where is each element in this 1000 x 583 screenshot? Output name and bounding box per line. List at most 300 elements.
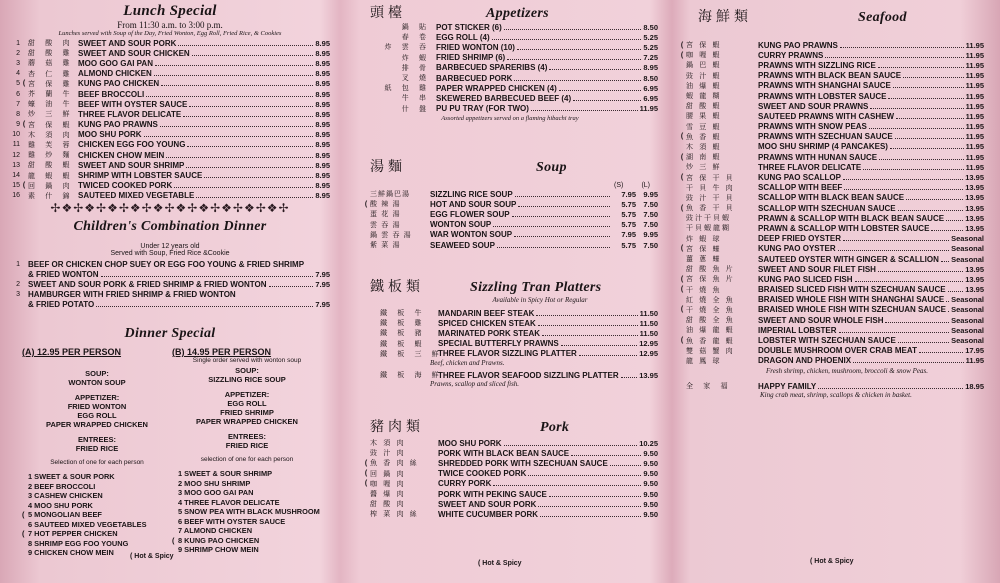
item-number: 3 bbox=[16, 59, 20, 67]
item-name: BEEF BROCCOLI bbox=[78, 89, 145, 99]
item-chinese-name: 腰 果 蝦 bbox=[686, 112, 722, 121]
dinner-option bbox=[22, 501, 172, 511]
item-chinese-name: 豉汁干貝蝦 bbox=[686, 214, 731, 223]
menu-item-row bbox=[678, 122, 984, 132]
item-chinese-name: 宮 保 蝦 bbox=[28, 120, 74, 129]
item-price: 9.50 bbox=[643, 489, 658, 499]
middle-panel bbox=[340, 0, 670, 583]
hot-pepper-icon: ( bbox=[680, 306, 684, 314]
item-name: TWICED COOKED PORK bbox=[78, 181, 173, 191]
leader-dots bbox=[155, 59, 313, 66]
item-chinese-name: 雞 芙 蓉 bbox=[28, 140, 74, 149]
menu-item-row bbox=[678, 335, 984, 345]
happy-family-name: HAPPY FAMILY bbox=[758, 381, 817, 391]
pork-title: Pork bbox=[540, 420, 570, 435]
leader-dots bbox=[931, 224, 963, 231]
leader-dots bbox=[154, 69, 314, 76]
item-number: 11 bbox=[12, 141, 20, 149]
item-price: 13.95 bbox=[965, 274, 984, 284]
leader-dots bbox=[573, 94, 641, 101]
item-chinese-name: 油 爆 蝦 bbox=[686, 81, 722, 90]
hot-pepper-icon: ( bbox=[364, 200, 368, 208]
item-price: 11.95 bbox=[965, 356, 984, 366]
item-price: 9.50 bbox=[643, 448, 658, 458]
item-price: 11.95 bbox=[965, 50, 984, 60]
menu-item-row bbox=[10, 191, 330, 201]
menu-item-row bbox=[362, 209, 658, 219]
leader-dots bbox=[189, 100, 313, 107]
item-price: 8.95 bbox=[315, 38, 330, 48]
leader-dots bbox=[843, 234, 949, 241]
leader-dots bbox=[948, 285, 964, 292]
dinner-b-appetizer-label: APPETIZER: bbox=[224, 390, 270, 399]
seafood-cn-title: 海鮮類 bbox=[698, 9, 752, 25]
children-title: Children's Combination Dinner bbox=[73, 219, 267, 234]
menu-item-row bbox=[678, 264, 984, 274]
leader-dots bbox=[878, 61, 964, 68]
dinner-b-entrees-label: ENTREES: bbox=[228, 432, 266, 441]
leader-dots bbox=[888, 92, 963, 99]
item-number: 1 bbox=[16, 260, 20, 268]
dinner-a-soup: WONTON SOUP bbox=[68, 378, 126, 387]
item-price: 8.95 bbox=[315, 171, 330, 181]
dinner-option-label: 1 SWEET & SOUR PORK bbox=[28, 472, 115, 481]
item-name: PAPER WRAPPED CHICKEN (4) bbox=[436, 83, 557, 93]
leader-dots bbox=[493, 220, 610, 227]
item-price-large: 7.50 bbox=[643, 240, 658, 250]
dinner-a-appetizer: EGG ROLL bbox=[77, 411, 117, 420]
item-price: 11.95 bbox=[965, 101, 984, 111]
item-number: 10 bbox=[12, 131, 20, 139]
soup-cn-title: 湯麵 bbox=[370, 159, 406, 175]
item-name: TWICE COOKED PORK bbox=[438, 469, 527, 479]
dinner-option-label: 2 MOO SHU SHRIMP bbox=[178, 478, 251, 488]
item-chinese-name: 干 燒 魚 bbox=[686, 285, 722, 294]
item-name: CURRY PORK bbox=[438, 479, 492, 489]
item-chinese-name: 紙 包 雞 bbox=[384, 84, 430, 93]
item-name: SWEET AND SOUR CHICKEN bbox=[78, 48, 190, 58]
dinner-option-label: 8 KUNG PAO CHICKEN bbox=[178, 535, 260, 545]
menu-item-row bbox=[362, 489, 658, 499]
menu-item-row bbox=[678, 101, 984, 111]
item-chinese-name: 炒 三 鮮 bbox=[686, 163, 722, 172]
item-price: 13.95 bbox=[965, 285, 984, 295]
dinner-b-entree: FRIED RICE bbox=[225, 441, 269, 450]
menu-item-row bbox=[362, 42, 658, 52]
item-name: BEEF WITH OYSTER SAUCE bbox=[78, 99, 188, 109]
item-price: 8.95 bbox=[315, 99, 330, 109]
item-price-large: 7.50 bbox=[643, 199, 658, 209]
item-chinese-name: 魚 香 干 貝 bbox=[686, 204, 735, 213]
leader-dots bbox=[187, 140, 313, 147]
seafood-note2: King crab meat, shrimp, scallops & chicken in basket. bbox=[760, 391, 912, 400]
item-name: SKEWERED BARBECUED BEEF (4) bbox=[436, 93, 572, 103]
item-chinese-name: 甜 酸 全 魚 bbox=[686, 316, 735, 325]
hot-pepper-icon: ( bbox=[680, 204, 684, 212]
item-price: 13.95 bbox=[965, 223, 984, 233]
item-chinese-name: 干 燒 全 魚 bbox=[686, 305, 735, 314]
item-name: SAUTEED PRAWNS WITH CASHEW bbox=[758, 111, 894, 121]
dinner-option-label: 4 MOO SHU PORK bbox=[28, 500, 93, 510]
dinner-option-label: 6 BEEF WITH OYSTER SAUCE bbox=[178, 516, 286, 526]
item-price: 8.95 bbox=[315, 48, 330, 58]
hot-spicy-legend bbox=[130, 553, 174, 560]
item-number: 1 bbox=[16, 39, 20, 47]
item-chinese-name: 干 貝 牛 肉 bbox=[686, 183, 735, 192]
menu-item-row bbox=[362, 499, 658, 509]
hot-pepper-icon: ( bbox=[364, 470, 368, 478]
menu-item-row bbox=[362, 32, 658, 42]
item-chinese-name: 干貝蝦龍糊 bbox=[686, 224, 731, 233]
hot-pepper-icon: ( bbox=[478, 560, 481, 567]
leader-dots bbox=[946, 214, 963, 221]
menu-item-row bbox=[678, 203, 984, 213]
menu-item-row bbox=[362, 458, 658, 468]
hot-pepper-icon: ( bbox=[130, 553, 133, 560]
item-name: WAR WONTON SOUP bbox=[430, 230, 513, 240]
item-chinese-name: 杏 仁 雞 bbox=[28, 69, 74, 78]
item-name: THREE FLAVOR DELICATE bbox=[758, 162, 862, 172]
platters-note: Available in Spicy Hot or Regular bbox=[492, 296, 588, 304]
item-name: CHICKEN CHOW MEIN bbox=[78, 150, 165, 160]
item-chinese-name: 甜 酸 蝦 bbox=[686, 102, 722, 111]
item-chinese-name: 芥 蘭 牛 bbox=[28, 90, 74, 99]
item-chinese-name: 炸 蝦 bbox=[401, 53, 430, 62]
appetizers-list bbox=[362, 22, 658, 114]
item-price: 8.95 bbox=[315, 69, 330, 79]
menu-item-row bbox=[362, 328, 658, 338]
item-chinese-name: 鍋 貼 bbox=[401, 23, 430, 32]
menu-item-row bbox=[678, 142, 984, 152]
dinner-option bbox=[22, 539, 172, 549]
left-panel bbox=[0, 0, 340, 583]
item-price: 11.50 bbox=[639, 308, 658, 318]
item-price: 7.95 bbox=[315, 300, 330, 310]
leader-dots bbox=[610, 459, 642, 466]
menu-item-row bbox=[10, 38, 330, 48]
item-price: 8.95 bbox=[643, 63, 658, 73]
item-price: Seasonal bbox=[951, 234, 984, 244]
menu-item-row bbox=[362, 349, 658, 359]
platters-note3: Prawns, scallop and sliced fish. bbox=[430, 380, 520, 389]
item-chinese-name: 鐵 板 蝦 bbox=[380, 339, 426, 348]
item-price: 8.95 bbox=[315, 130, 330, 140]
item-name: WHITE CUCUMBER PORK bbox=[438, 509, 538, 519]
menu-item-row bbox=[678, 111, 984, 121]
happy-family-row bbox=[678, 381, 984, 391]
item-chinese-name: 蝦 龍 糊 bbox=[686, 92, 722, 101]
item-chinese-name: 鐵 板 牛 bbox=[380, 309, 426, 318]
dinner-option-label: 7 HOT PEPPER CHICKEN bbox=[28, 529, 118, 538]
dinner-b-selection-note: selection of one for each person bbox=[200, 456, 294, 463]
item-name: KUNG PAO OYSTER bbox=[758, 244, 836, 254]
seafood-title: Seafood bbox=[858, 10, 907, 25]
hot-pepper-icon: ( bbox=[680, 133, 684, 141]
ornament-divider: ✢❖✢❖✢❖✢❖✢❖✢❖✢❖✢❖✢❖✢❖✢ bbox=[50, 201, 290, 215]
item-chinese-name: 豉 汁 蝦 bbox=[686, 71, 722, 80]
item-price: 8.95 bbox=[315, 58, 330, 68]
hot-spicy-legend-label: Hot & Spicy bbox=[482, 560, 522, 567]
menu-item-row bbox=[10, 120, 330, 130]
item-chinese-name: 回 鍋 肉 bbox=[28, 181, 74, 190]
item-chinese-name: 素 什 錦 bbox=[28, 191, 74, 200]
dinner-option bbox=[22, 491, 172, 501]
leader-dots bbox=[204, 171, 313, 178]
item-price: 8.95 bbox=[315, 150, 330, 160]
item-price: 11.50 bbox=[639, 318, 658, 328]
item-price: 7.25 bbox=[643, 53, 658, 63]
item-price: 11.50 bbox=[639, 328, 658, 338]
children-list bbox=[10, 259, 330, 310]
item-price: Seasonal bbox=[951, 305, 984, 315]
dinner-option bbox=[172, 526, 322, 536]
item-price: 11.95 bbox=[965, 91, 984, 101]
item-chinese-name: 蘑 菇 雞 bbox=[28, 59, 74, 68]
item-chinese-name: 蠔 油 牛 bbox=[28, 100, 74, 109]
dinner-option-label: 5 SNOW PEA WITH BLACK MUSHROOM bbox=[178, 507, 320, 516]
right-panel bbox=[670, 0, 1000, 583]
leader-dots bbox=[844, 183, 963, 190]
item-name: PRAWNS WITH SNOW PEAS bbox=[758, 122, 867, 132]
appetizers-cn-title: 頭檯 bbox=[370, 5, 406, 21]
item-chinese-name: 咖 喱 蝦 bbox=[686, 51, 722, 60]
leader-dots bbox=[571, 449, 641, 456]
item-price: 11.95 bbox=[965, 142, 984, 152]
item-chinese-name: 鍋 巴 蝦 bbox=[686, 61, 722, 70]
item-name: SWEET AND SOUR FILET FISH bbox=[758, 264, 876, 274]
leader-dots bbox=[878, 265, 963, 272]
menu-item-row bbox=[362, 438, 658, 448]
lunch-note: Lunches served with Soup of the Day, Fried Wonton, Egg Roll, Fried Rice, & Cookies bbox=[58, 30, 282, 37]
item-number: 2 bbox=[16, 49, 20, 57]
appetizers-note: Assorted appetizers served on a flaming hibachi tray bbox=[441, 114, 579, 122]
leader-dots bbox=[542, 329, 638, 336]
item-name: MOO SHU SHRIMP (4 PANCAKES) bbox=[758, 142, 888, 152]
dinner-a-heading: (A) 12.95 PER PERSON bbox=[22, 347, 122, 357]
item-chinese-name: 甜 酸 蝦 bbox=[28, 161, 74, 170]
dinner-b-soup: SIZZLING RICE SOUP bbox=[208, 375, 286, 384]
menu-item-row bbox=[678, 285, 984, 295]
menu-item-row bbox=[10, 259, 330, 269]
item-name: BARBECUED SPARERIBS (4) bbox=[436, 63, 548, 73]
item-chinese-name: 湖 南 蝦 bbox=[686, 153, 722, 162]
item-price: 11.95 bbox=[965, 132, 984, 142]
item-chinese-name: 紫 菜 湯 bbox=[370, 241, 401, 250]
dinner-option-label: 6 SAUTEED MIXED VEGETABLES bbox=[28, 519, 147, 529]
menu-item-row bbox=[10, 99, 330, 109]
menu-item-row bbox=[678, 71, 984, 81]
item-price: 8.95 bbox=[315, 89, 330, 99]
item-chinese-name: 鐵 板 雞 bbox=[380, 319, 426, 328]
pork-cn-title: 豬肉類 bbox=[370, 419, 424, 435]
leader-dots bbox=[919, 346, 963, 353]
dinner-b-appetizer: PAPER WRAPPED CHICKEN bbox=[196, 417, 298, 426]
item-price-large: 9.95 bbox=[643, 230, 658, 240]
hot-pepper-icon: ( bbox=[22, 80, 26, 88]
item-name: FRIED WONTON (10) bbox=[436, 42, 515, 52]
menu-item-row bbox=[362, 199, 658, 209]
dinner-a bbox=[22, 347, 172, 558]
menu-item-row bbox=[678, 315, 984, 325]
item-price: 9.50 bbox=[643, 499, 658, 509]
item-name: SCALLOP WITH BLACK BEAN SAUCE bbox=[758, 193, 905, 203]
item-number: 8 bbox=[16, 110, 20, 118]
item-name: CHICKEN EGG FOO YOUNG bbox=[78, 140, 186, 150]
item-name: SHREDDED PORK WITH SZECHUAN SAUCE bbox=[438, 458, 608, 468]
leader-dots bbox=[855, 275, 964, 282]
item-name: DEEP FRIED OYSTER bbox=[758, 234, 841, 244]
seafood-list bbox=[678, 40, 984, 366]
menu-item-row bbox=[362, 104, 658, 114]
leader-dots bbox=[531, 104, 638, 111]
item-number: 15 bbox=[12, 182, 20, 190]
leader-dots bbox=[890, 142, 964, 149]
item-chinese-name: 龍 鳳 球 bbox=[686, 356, 722, 365]
dinner-option-label: 3 MOO GOO GAI PAN bbox=[178, 488, 254, 497]
item-chinese-name: 豉 汁 肉 bbox=[370, 449, 406, 458]
menu-item-row bbox=[678, 40, 984, 50]
item-name: SCALLOP WITH SZECHUAN SAUCE bbox=[758, 203, 896, 213]
menu-item-row bbox=[10, 109, 330, 119]
menu-item-row bbox=[678, 91, 984, 101]
menu-item-row bbox=[10, 269, 330, 279]
menu-item-row bbox=[362, 308, 658, 318]
dinner-option bbox=[22, 529, 172, 539]
menu-item-row bbox=[10, 89, 330, 99]
item-price-small: 5.75 bbox=[621, 199, 636, 209]
leader-dots bbox=[538, 319, 638, 326]
menu-item-row bbox=[678, 274, 984, 284]
hot-pepper-icon: ( bbox=[172, 535, 175, 545]
item-chinese-name: 宮 保 蝦 bbox=[686, 41, 722, 50]
menu-item-row bbox=[362, 318, 658, 328]
leader-dots bbox=[192, 49, 314, 56]
hot-pepper-icon: ( bbox=[680, 286, 684, 294]
item-price: 8.95 bbox=[315, 191, 330, 201]
hot-pepper-icon: ( bbox=[22, 182, 26, 190]
item-price: 9.50 bbox=[643, 509, 658, 519]
item-chinese-name: 雪 豆 蝦 bbox=[686, 122, 722, 131]
menu-item-row bbox=[10, 48, 330, 58]
dinner-a-entree: FRIED RICE bbox=[75, 444, 119, 453]
seafood-note1: Fresh shrimp, chicken, mushroom, broccoli & snow Peas. bbox=[766, 367, 928, 375]
item-price: 8.50 bbox=[643, 73, 658, 83]
hot-spicy-legend-label: Hot & Spicy bbox=[814, 558, 854, 565]
leader-dots bbox=[183, 110, 313, 117]
item-chinese-name: 什 盤 bbox=[401, 104, 430, 113]
item-name: SWEET AND SOUR SHRIMP bbox=[78, 160, 185, 170]
item-price: 9.50 bbox=[643, 458, 658, 468]
item-name: MARINATED PORK STEAK bbox=[438, 328, 541, 338]
item-name: SWEET AND SOUR PRAWNS bbox=[758, 101, 869, 111]
item-price: 7.95 bbox=[315, 269, 330, 279]
dinner-option bbox=[172, 479, 322, 489]
hot-pepper-icon: ( bbox=[680, 153, 684, 161]
leader-dots bbox=[507, 53, 641, 60]
item-price: 8.95 bbox=[315, 160, 330, 170]
item-price: 5.25 bbox=[643, 32, 658, 42]
item-name: HOT AND SOUR SOUP bbox=[430, 199, 517, 209]
item-chinese-name: 宮 保 干 貝 bbox=[686, 173, 735, 182]
happy-family-price: 18.95 bbox=[965, 381, 984, 391]
menu-item-row bbox=[10, 130, 330, 140]
dinner-option bbox=[172, 545, 322, 555]
dinner-a-appetizer: FRIED WONTON bbox=[67, 402, 127, 411]
item-number: 13 bbox=[12, 161, 20, 169]
dinner-option bbox=[22, 510, 172, 520]
item-chinese-name: 甜 酸 肉 bbox=[370, 500, 406, 509]
leader-dots bbox=[538, 500, 641, 507]
item-number: 7 bbox=[16, 100, 20, 108]
item-number: 12 bbox=[12, 151, 20, 159]
leader-dots bbox=[101, 270, 314, 277]
item-chinese-name: 魚 香 蝦 bbox=[686, 132, 722, 141]
item-name: PU PU TRAY (FOR TWO) bbox=[436, 104, 529, 114]
item-price: 13.95 bbox=[965, 213, 984, 223]
item-name: SWEET AND SOUR PORK bbox=[438, 499, 537, 509]
leader-dots bbox=[903, 71, 964, 78]
hot-pepper-icon: ( bbox=[680, 275, 684, 283]
hot-pepper-icon: ( bbox=[680, 174, 684, 182]
leader-dots bbox=[96, 300, 313, 307]
hot-pepper-icon: ( bbox=[22, 529, 25, 538]
leader-dots bbox=[579, 349, 637, 356]
seafood-platter-name: THREE FLAVOR SEAFOOD SIZZLING PLATTER bbox=[438, 370, 619, 380]
hot-spicy-legend bbox=[810, 558, 854, 565]
leader-dots bbox=[946, 295, 949, 302]
item-price: Seasonal bbox=[951, 244, 984, 254]
menu-item-row bbox=[362, 240, 658, 250]
item-name: POT STICKER (6) bbox=[436, 22, 502, 32]
menu-item-row bbox=[10, 69, 330, 79]
leader-dots bbox=[528, 469, 641, 476]
dinner-b-soup-label: SOUP: bbox=[235, 366, 259, 375]
item-price: Seasonal bbox=[951, 315, 984, 325]
item-name: MOO SHU PORK bbox=[78, 130, 142, 140]
item-price: 8.95 bbox=[315, 140, 330, 150]
item-chinese-name: 紅 燒 全 魚 bbox=[686, 295, 735, 304]
menu-item-row bbox=[362, 479, 658, 489]
menu-item-row bbox=[678, 152, 984, 162]
item-price-small: 5.75 bbox=[621, 240, 636, 250]
item-name: THREE FLAVOR DELICATE bbox=[78, 109, 182, 119]
menu-item-row bbox=[362, 73, 658, 83]
dinner-option bbox=[172, 517, 322, 527]
appetizers-title: Appetizers bbox=[486, 6, 549, 21]
item-chinese-name: 鐵 板 豬 bbox=[380, 329, 426, 338]
menu-item-row bbox=[362, 509, 658, 519]
item-name: PORK WITH PEKING SAUCE bbox=[438, 489, 547, 499]
leader-dots bbox=[196, 191, 313, 198]
leader-dots bbox=[493, 479, 641, 486]
item-price: Seasonal bbox=[951, 325, 984, 335]
item-price: 17.95 bbox=[965, 346, 984, 356]
menu-item-row bbox=[362, 93, 658, 103]
children-age: Under 12 years old bbox=[140, 243, 200, 250]
item-name: FRIED SHRIMP (6) bbox=[436, 53, 506, 63]
dinner-option-label: 1 SWEET & SOUR SHRIMP bbox=[178, 469, 273, 478]
item-chinese-name: 炸 蝦 球 bbox=[686, 234, 722, 243]
leader-dots bbox=[160, 120, 314, 127]
menu-item-row bbox=[10, 170, 330, 180]
menu-item-row bbox=[362, 22, 658, 32]
item-name: SWEET AND SOUR WHOLE FISH bbox=[758, 315, 884, 325]
pork-list bbox=[362, 438, 658, 520]
item-price: 12.95 bbox=[639, 339, 658, 349]
item-price: 8.95 bbox=[315, 181, 330, 191]
leader-dots bbox=[843, 173, 963, 180]
dinner-option bbox=[172, 488, 322, 498]
